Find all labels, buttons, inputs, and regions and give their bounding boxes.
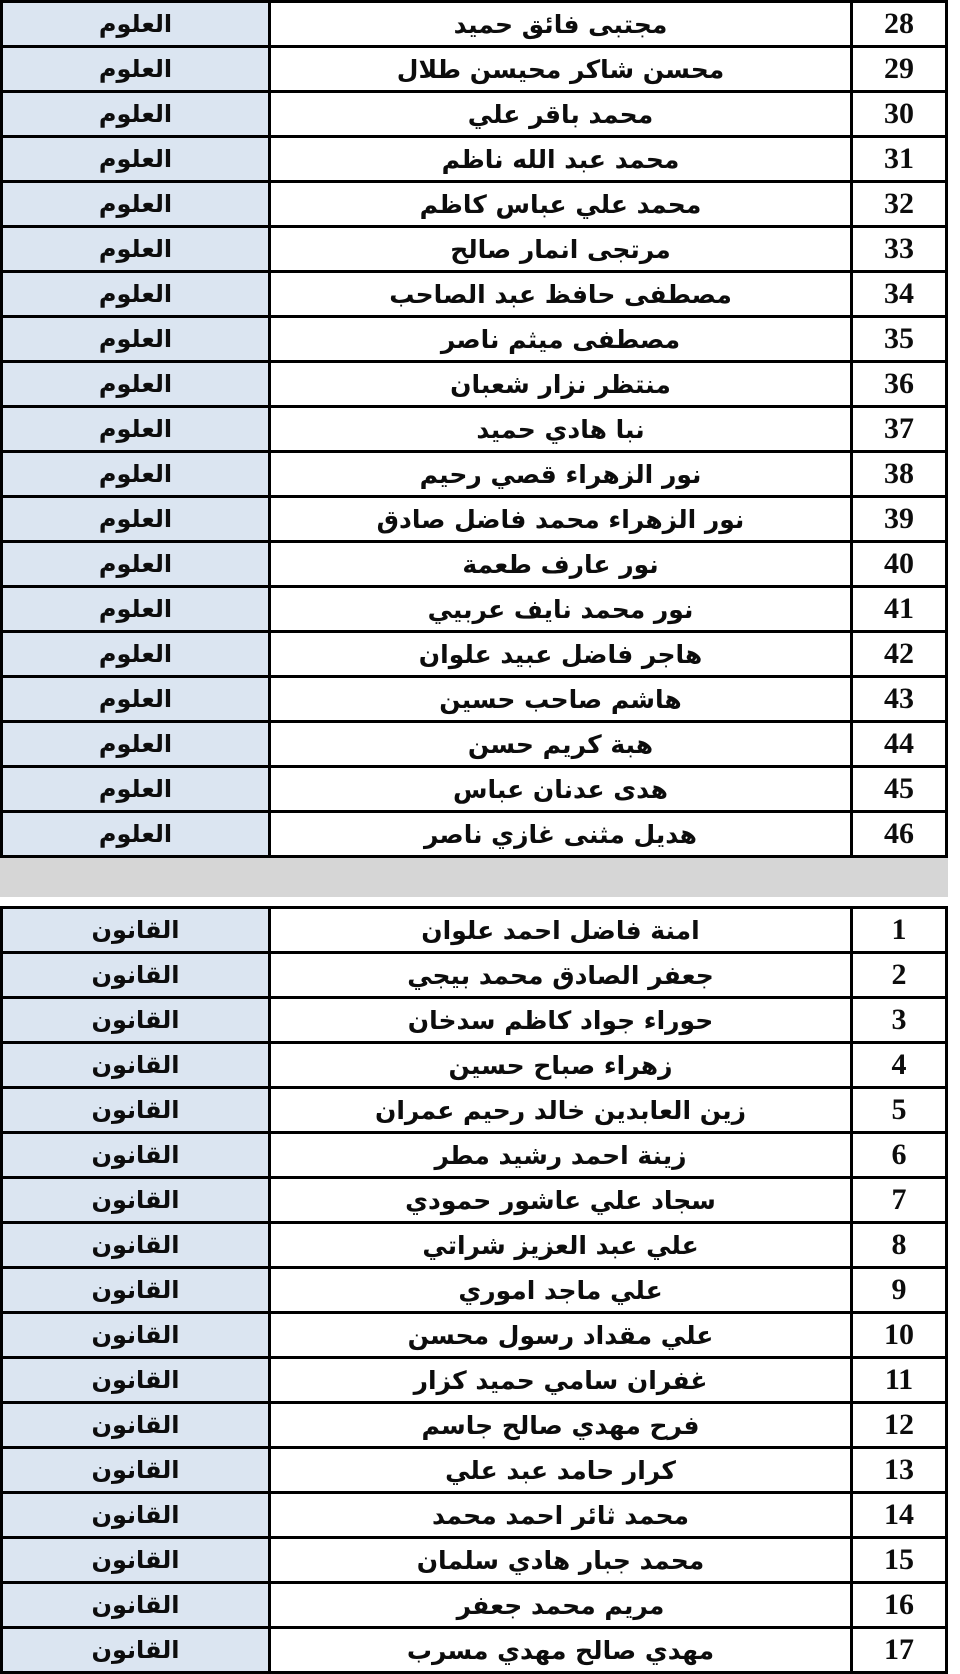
serial-number-cell: 13 <box>852 1448 947 1493</box>
department-cell: العلوم <box>2 92 270 137</box>
department-cell: العلوم <box>2 767 270 812</box>
serial-number-cell: 41 <box>852 587 947 632</box>
section-separator-band <box>0 858 948 897</box>
department-cell: القانون <box>2 908 270 953</box>
department-cell: القانون <box>2 1088 270 1133</box>
table-row <box>2 632 947 677</box>
table-row <box>2 1268 947 1313</box>
department-cell: القانون <box>2 1628 270 1673</box>
table-row <box>2 1403 947 1448</box>
table-row <box>2 362 947 407</box>
student-name-cell: نبا هادي حميد <box>270 407 852 452</box>
student-name-cell: علي ماجد اموري <box>270 1268 852 1313</box>
department-cell: العلوم <box>2 182 270 227</box>
student-name-cell: نور محمد نايف عربيي <box>270 587 852 632</box>
serial-number-cell: 28 <box>852 2 947 47</box>
table-row <box>2 542 947 587</box>
student-name-cell: نور الزهراء محمد فاضل صادق <box>270 497 852 542</box>
serial-number-cell: 45 <box>852 767 947 812</box>
sciences-table-body <box>2 2 947 857</box>
student-name-cell: محمد ثائر احمد محمد <box>270 1493 852 1538</box>
student-name-cell: امنة فاضل احمد علوان <box>270 908 852 953</box>
student-name-cell: غفران سامي حميد كزار <box>270 1358 852 1403</box>
student-name-cell: محسن شاكر محيسن طلال <box>270 47 852 92</box>
student-name-cell: نور الزهراء قصي رحيم <box>270 452 852 497</box>
table-row <box>2 1358 947 1403</box>
serial-number-cell: 42 <box>852 632 947 677</box>
table-row <box>2 227 947 272</box>
department-cell: العلوم <box>2 452 270 497</box>
serial-number-cell: 46 <box>852 812 947 857</box>
department-cell: القانون <box>2 1043 270 1088</box>
table-row <box>2 1223 947 1268</box>
department-cell: العلوم <box>2 227 270 272</box>
table-row <box>2 812 947 857</box>
student-name-cell: زينة احمد رشيد مطر <box>270 1133 852 1178</box>
table-row <box>2 1493 947 1538</box>
department-cell: القانون <box>2 1493 270 1538</box>
department-cell: العلوم <box>2 2 270 47</box>
student-name-cell: مريم محمد جعفر <box>270 1583 852 1628</box>
table-row <box>2 497 947 542</box>
student-name-cell: هدى عدنان عباس <box>270 767 852 812</box>
department-cell: العلوم <box>2 587 270 632</box>
student-name-cell: جعفر الصادق محمد بيجي <box>270 953 852 998</box>
department-cell: القانون <box>2 1268 270 1313</box>
table-row <box>2 908 947 953</box>
department-cell: العلوم <box>2 272 270 317</box>
department-cell: القانون <box>2 953 270 998</box>
department-cell: القانون <box>2 1358 270 1403</box>
table-row <box>2 998 947 1043</box>
department-cell: العلوم <box>2 137 270 182</box>
student-name-cell: مجتبى فائق حميد <box>270 2 852 47</box>
department-cell: العلوم <box>2 317 270 362</box>
department-cell: القانون <box>2 1538 270 1583</box>
department-cell: العلوم <box>2 362 270 407</box>
serial-number-cell: 43 <box>852 677 947 722</box>
serial-number-cell: 14 <box>852 1493 947 1538</box>
law-roster-table <box>0 906 948 1674</box>
serial-number-cell: 12 <box>852 1403 947 1448</box>
student-name-cell: مرتجى انمار صالح <box>270 227 852 272</box>
student-name-cell: فرح مهدي صالح جاسم <box>270 1403 852 1448</box>
table-row <box>2 587 947 632</box>
student-name-cell: نور عارف طعمة <box>270 542 852 587</box>
department-cell: العلوم <box>2 407 270 452</box>
serial-number-cell: 6 <box>852 1133 947 1178</box>
serial-number-cell: 4 <box>852 1043 947 1088</box>
student-name-cell: هديل مثنى غازي ناصر <box>270 812 852 857</box>
table-row <box>2 1583 947 1628</box>
department-cell: العلوم <box>2 812 270 857</box>
serial-number-cell: 34 <box>852 272 947 317</box>
table-row <box>2 1133 947 1178</box>
serial-number-cell: 2 <box>852 953 947 998</box>
serial-number-cell: 16 <box>852 1583 947 1628</box>
table-row <box>2 407 947 452</box>
student-name-cell: منتظر نزار شعبان <box>270 362 852 407</box>
department-cell: العلوم <box>2 722 270 767</box>
department-cell: القانون <box>2 1403 270 1448</box>
serial-number-cell: 3 <box>852 998 947 1043</box>
department-cell: العلوم <box>2 632 270 677</box>
student-name-cell: مهدي صالح مهدي مسرب <box>270 1628 852 1673</box>
student-name-cell: محمد جبار هادي سلمان <box>270 1538 852 1583</box>
department-cell: القانون <box>2 1223 270 1268</box>
serial-number-cell: 9 <box>852 1268 947 1313</box>
table-row <box>2 1448 947 1493</box>
serial-number-cell: 31 <box>852 137 947 182</box>
serial-number-cell: 17 <box>852 1628 947 1673</box>
law-table-body <box>2 908 947 1673</box>
department-cell: القانون <box>2 1178 270 1223</box>
table-row <box>2 677 947 722</box>
student-name-cell: كرار حامد عبد علي <box>270 1448 852 1493</box>
serial-number-cell: 37 <box>852 407 947 452</box>
student-name-cell: علي عبد العزيز شراتي <box>270 1223 852 1268</box>
student-name-cell: مصطفى حافظ عبد الصاحب <box>270 272 852 317</box>
serial-number-cell: 36 <box>852 362 947 407</box>
department-cell: العلوم <box>2 542 270 587</box>
serial-number-cell: 39 <box>852 497 947 542</box>
serial-number-cell: 32 <box>852 182 947 227</box>
department-cell: القانون <box>2 1133 270 1178</box>
student-name-cell: محمد علي عباس كاظم <box>270 182 852 227</box>
serial-number-cell: 35 <box>852 317 947 362</box>
table-row <box>2 2 947 47</box>
student-name-cell: هبة كريم حسن <box>270 722 852 767</box>
table-row <box>2 1043 947 1088</box>
student-name-cell: محمد عبد الله ناظم <box>270 137 852 182</box>
table-row <box>2 272 947 317</box>
department-cell: القانون <box>2 1313 270 1358</box>
serial-number-cell: 30 <box>852 92 947 137</box>
student-name-cell: سجاد علي عاشور حمودي <box>270 1178 852 1223</box>
table-row <box>2 317 947 362</box>
serial-number-cell: 33 <box>852 227 947 272</box>
serial-number-cell: 15 <box>852 1538 947 1583</box>
serial-number-cell: 7 <box>852 1178 947 1223</box>
student-name-cell: هاشم صاحب حسين <box>270 677 852 722</box>
table-row <box>2 1538 947 1583</box>
table-row <box>2 452 947 497</box>
student-name-cell: مصطفى ميثم ناصر <box>270 317 852 362</box>
table-row <box>2 1628 947 1673</box>
serial-number-cell: 11 <box>852 1358 947 1403</box>
table-row <box>2 47 947 92</box>
department-cell: العلوم <box>2 677 270 722</box>
table-row <box>2 92 947 137</box>
table-row <box>2 1313 947 1358</box>
table-row <box>2 953 947 998</box>
serial-number-cell: 44 <box>852 722 947 767</box>
department-cell: العلوم <box>2 497 270 542</box>
department-cell: القانون <box>2 1583 270 1628</box>
student-name-cell: زهراء صباح حسين <box>270 1043 852 1088</box>
student-name-cell: هاجر فاضل عبيد علوان <box>270 632 852 677</box>
table-row <box>2 182 947 227</box>
serial-number-cell: 29 <box>852 47 947 92</box>
department-cell: القانون <box>2 1448 270 1493</box>
serial-number-cell: 40 <box>852 542 947 587</box>
serial-number-cell: 10 <box>852 1313 947 1358</box>
table-row <box>2 722 947 767</box>
student-name-cell: زين العابدين خالد رحيم عمران <box>270 1088 852 1133</box>
serial-number-cell: 8 <box>852 1223 947 1268</box>
table-row <box>2 1178 947 1223</box>
student-name-cell: حوراء جواد كاظم سدخان <box>270 998 852 1043</box>
student-name-cell: محمد باقر علي <box>270 92 852 137</box>
department-cell: العلوم <box>2 47 270 92</box>
serial-number-cell: 1 <box>852 908 947 953</box>
table-row <box>2 767 947 812</box>
table-row <box>2 1088 947 1133</box>
student-name-cell: علي مقداد رسول محسن <box>270 1313 852 1358</box>
department-cell: القانون <box>2 998 270 1043</box>
serial-number-cell: 5 <box>852 1088 947 1133</box>
serial-number-cell: 38 <box>852 452 947 497</box>
table-row <box>2 137 947 182</box>
